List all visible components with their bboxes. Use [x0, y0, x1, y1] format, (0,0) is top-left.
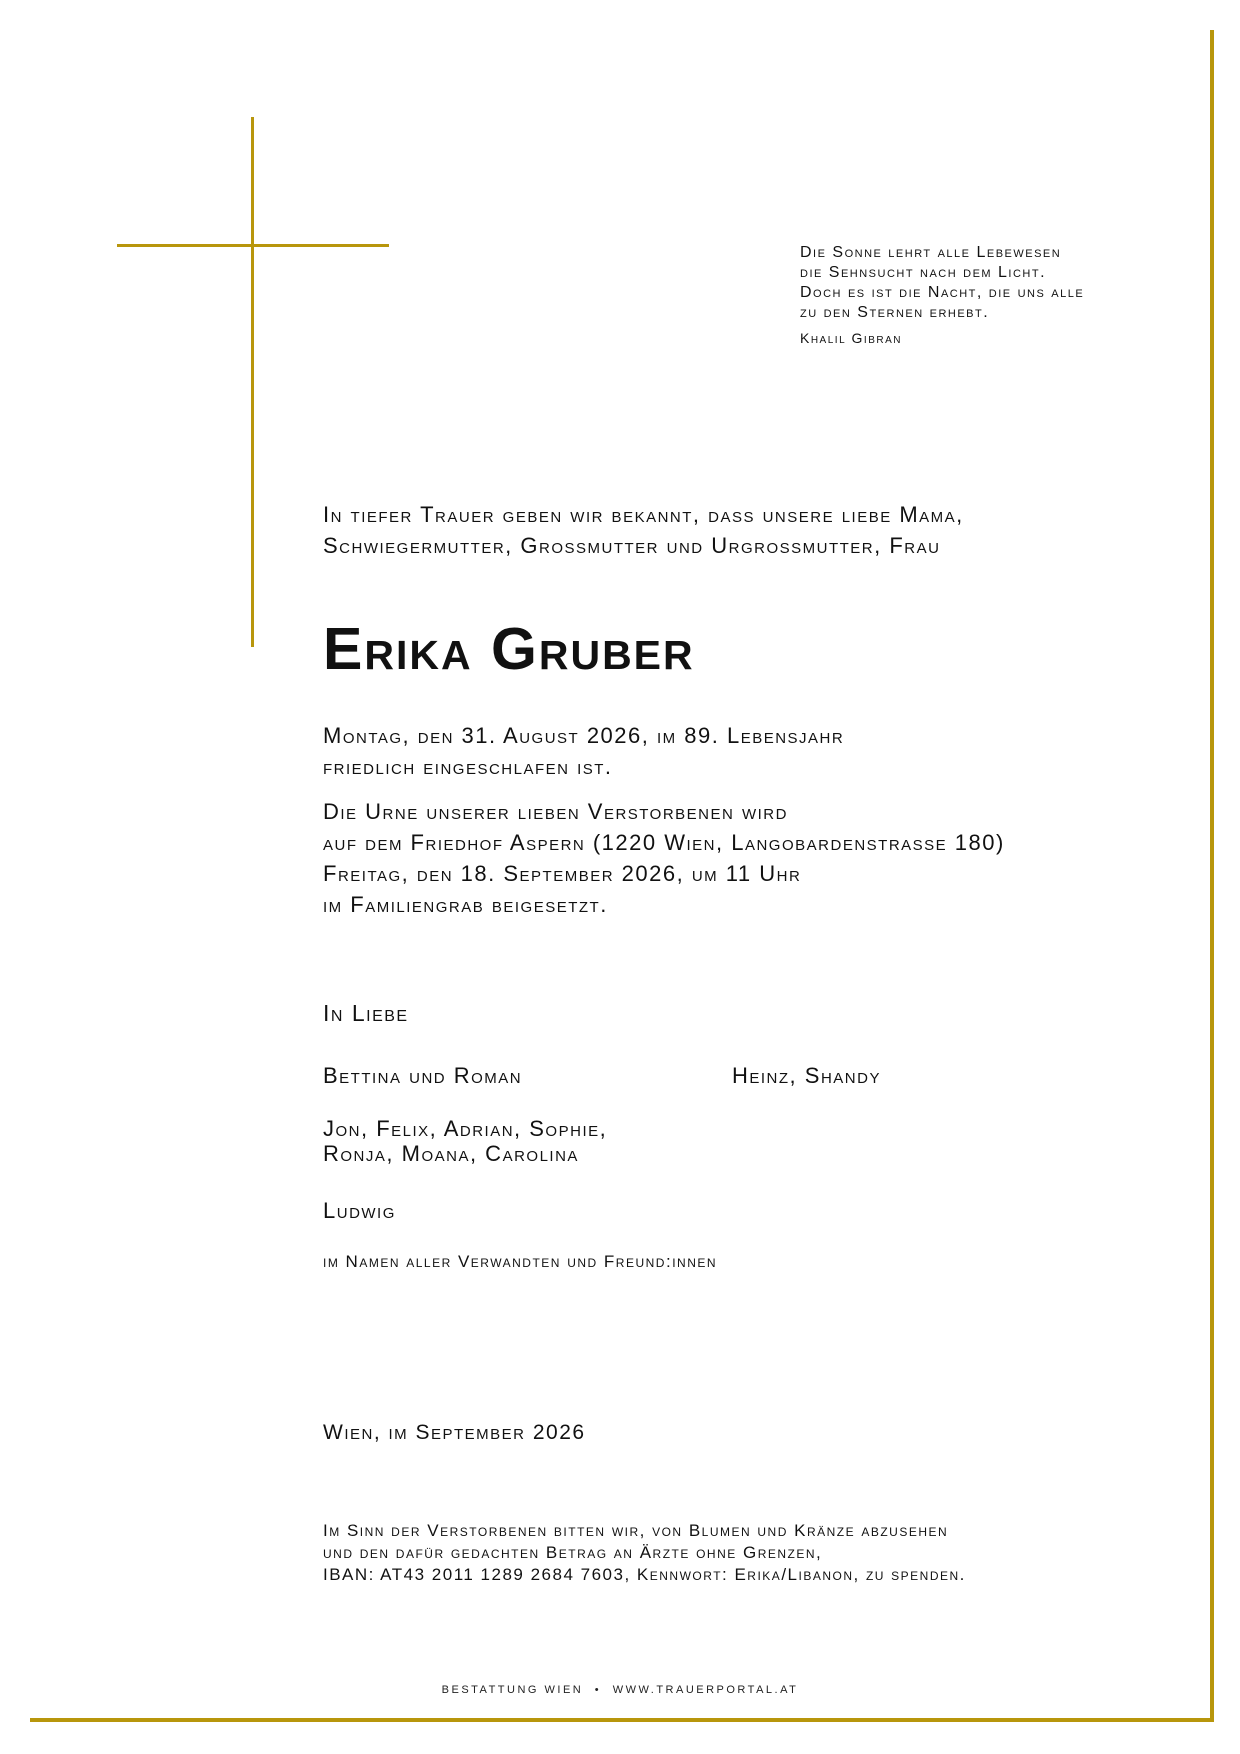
- quote: [800, 243, 1180, 323]
- donation-line: Im Sinn der Verstorbenen bitten wir, von Blumen und Kränze abzusehen: [323, 1521, 949, 1540]
- frame-bottom-border: [30, 1718, 1214, 1722]
- place-date: Wien, im September 2026: [323, 1421, 586, 1444]
- donation-request: [323, 1520, 966, 1586]
- donation-line: und den dafür gedachten Betrag an Ärzte ohne Grenzen,: [323, 1543, 823, 1562]
- mourner-group: [323, 1116, 607, 1166]
- death-line: Montag, den 31. August 2026, im 89. Lebensjahr: [323, 723, 845, 748]
- closing-phrase: In Liebe: [323, 1000, 409, 1026]
- intro-line: Schwiegermutter, Grossmutter und Urgrossmutter, Frau: [323, 533, 941, 558]
- mourner-group: Ludwig: [323, 1198, 396, 1223]
- donation-line: IBAN: AT43 2011 1289 2684 7603, Kennwort: Erika/Libanon, zu spenden.: [323, 1565, 966, 1584]
- deceased-name: Erika Gruber: [323, 616, 695, 682]
- intro-line: In tiefer Trauer geben wir bekannt, dass unsere liebe Mama,: [323, 502, 964, 527]
- burial-line: im Familiengrab beigesetzt.: [323, 892, 608, 917]
- quote-line: zu den Sternen erhebt.: [800, 304, 990, 321]
- footer-separator: •: [594, 1684, 602, 1696]
- cross-horizontal-bar: [117, 244, 389, 247]
- on-behalf-note: im Namen aller Verwandten und Freund:innen: [323, 1252, 718, 1271]
- footer: [0, 1683, 1240, 1697]
- mourner-line: Ronja, Moana, Carolina: [323, 1141, 579, 1166]
- quote-line: Die Sonne lehrt alle Lebewesen: [800, 244, 1062, 261]
- death-details: [323, 720, 844, 782]
- frame-right-border: [1210, 30, 1214, 1722]
- mourner-line: Jon, Felix, Adrian, Sophie,: [323, 1116, 608, 1141]
- mourner-group: Bettina und Roman: [323, 1063, 523, 1088]
- burial-details: [323, 796, 1005, 920]
- announcement-intro: [323, 499, 964, 561]
- burial-line: Freitag, den 18. September 2026, um 11 Uhr: [323, 861, 802, 886]
- footer-company: BESTATTUNG WIEN: [441, 1684, 584, 1696]
- footer-website: WWW.TRAUERPORTAL.AT: [612, 1684, 799, 1696]
- quote-author: Khalil Gibran: [800, 330, 902, 346]
- burial-line: auf dem Friedhof Aspern (1220 Wien, Langobardenstrasse 180): [323, 830, 1005, 855]
- quote-line: Doch es ist die Nacht, die uns alle: [800, 284, 1085, 301]
- quote-line: die Sehnsucht nach dem Licht.: [800, 264, 1047, 281]
- mourner-group: Heinz, Shandy: [732, 1063, 881, 1088]
- death-line: friedlich eingeschlafen ist.: [323, 754, 613, 779]
- burial-line: Die Urne unserer lieben Verstorbenen wird: [323, 799, 788, 824]
- cross-vertical-bar: [251, 117, 254, 647]
